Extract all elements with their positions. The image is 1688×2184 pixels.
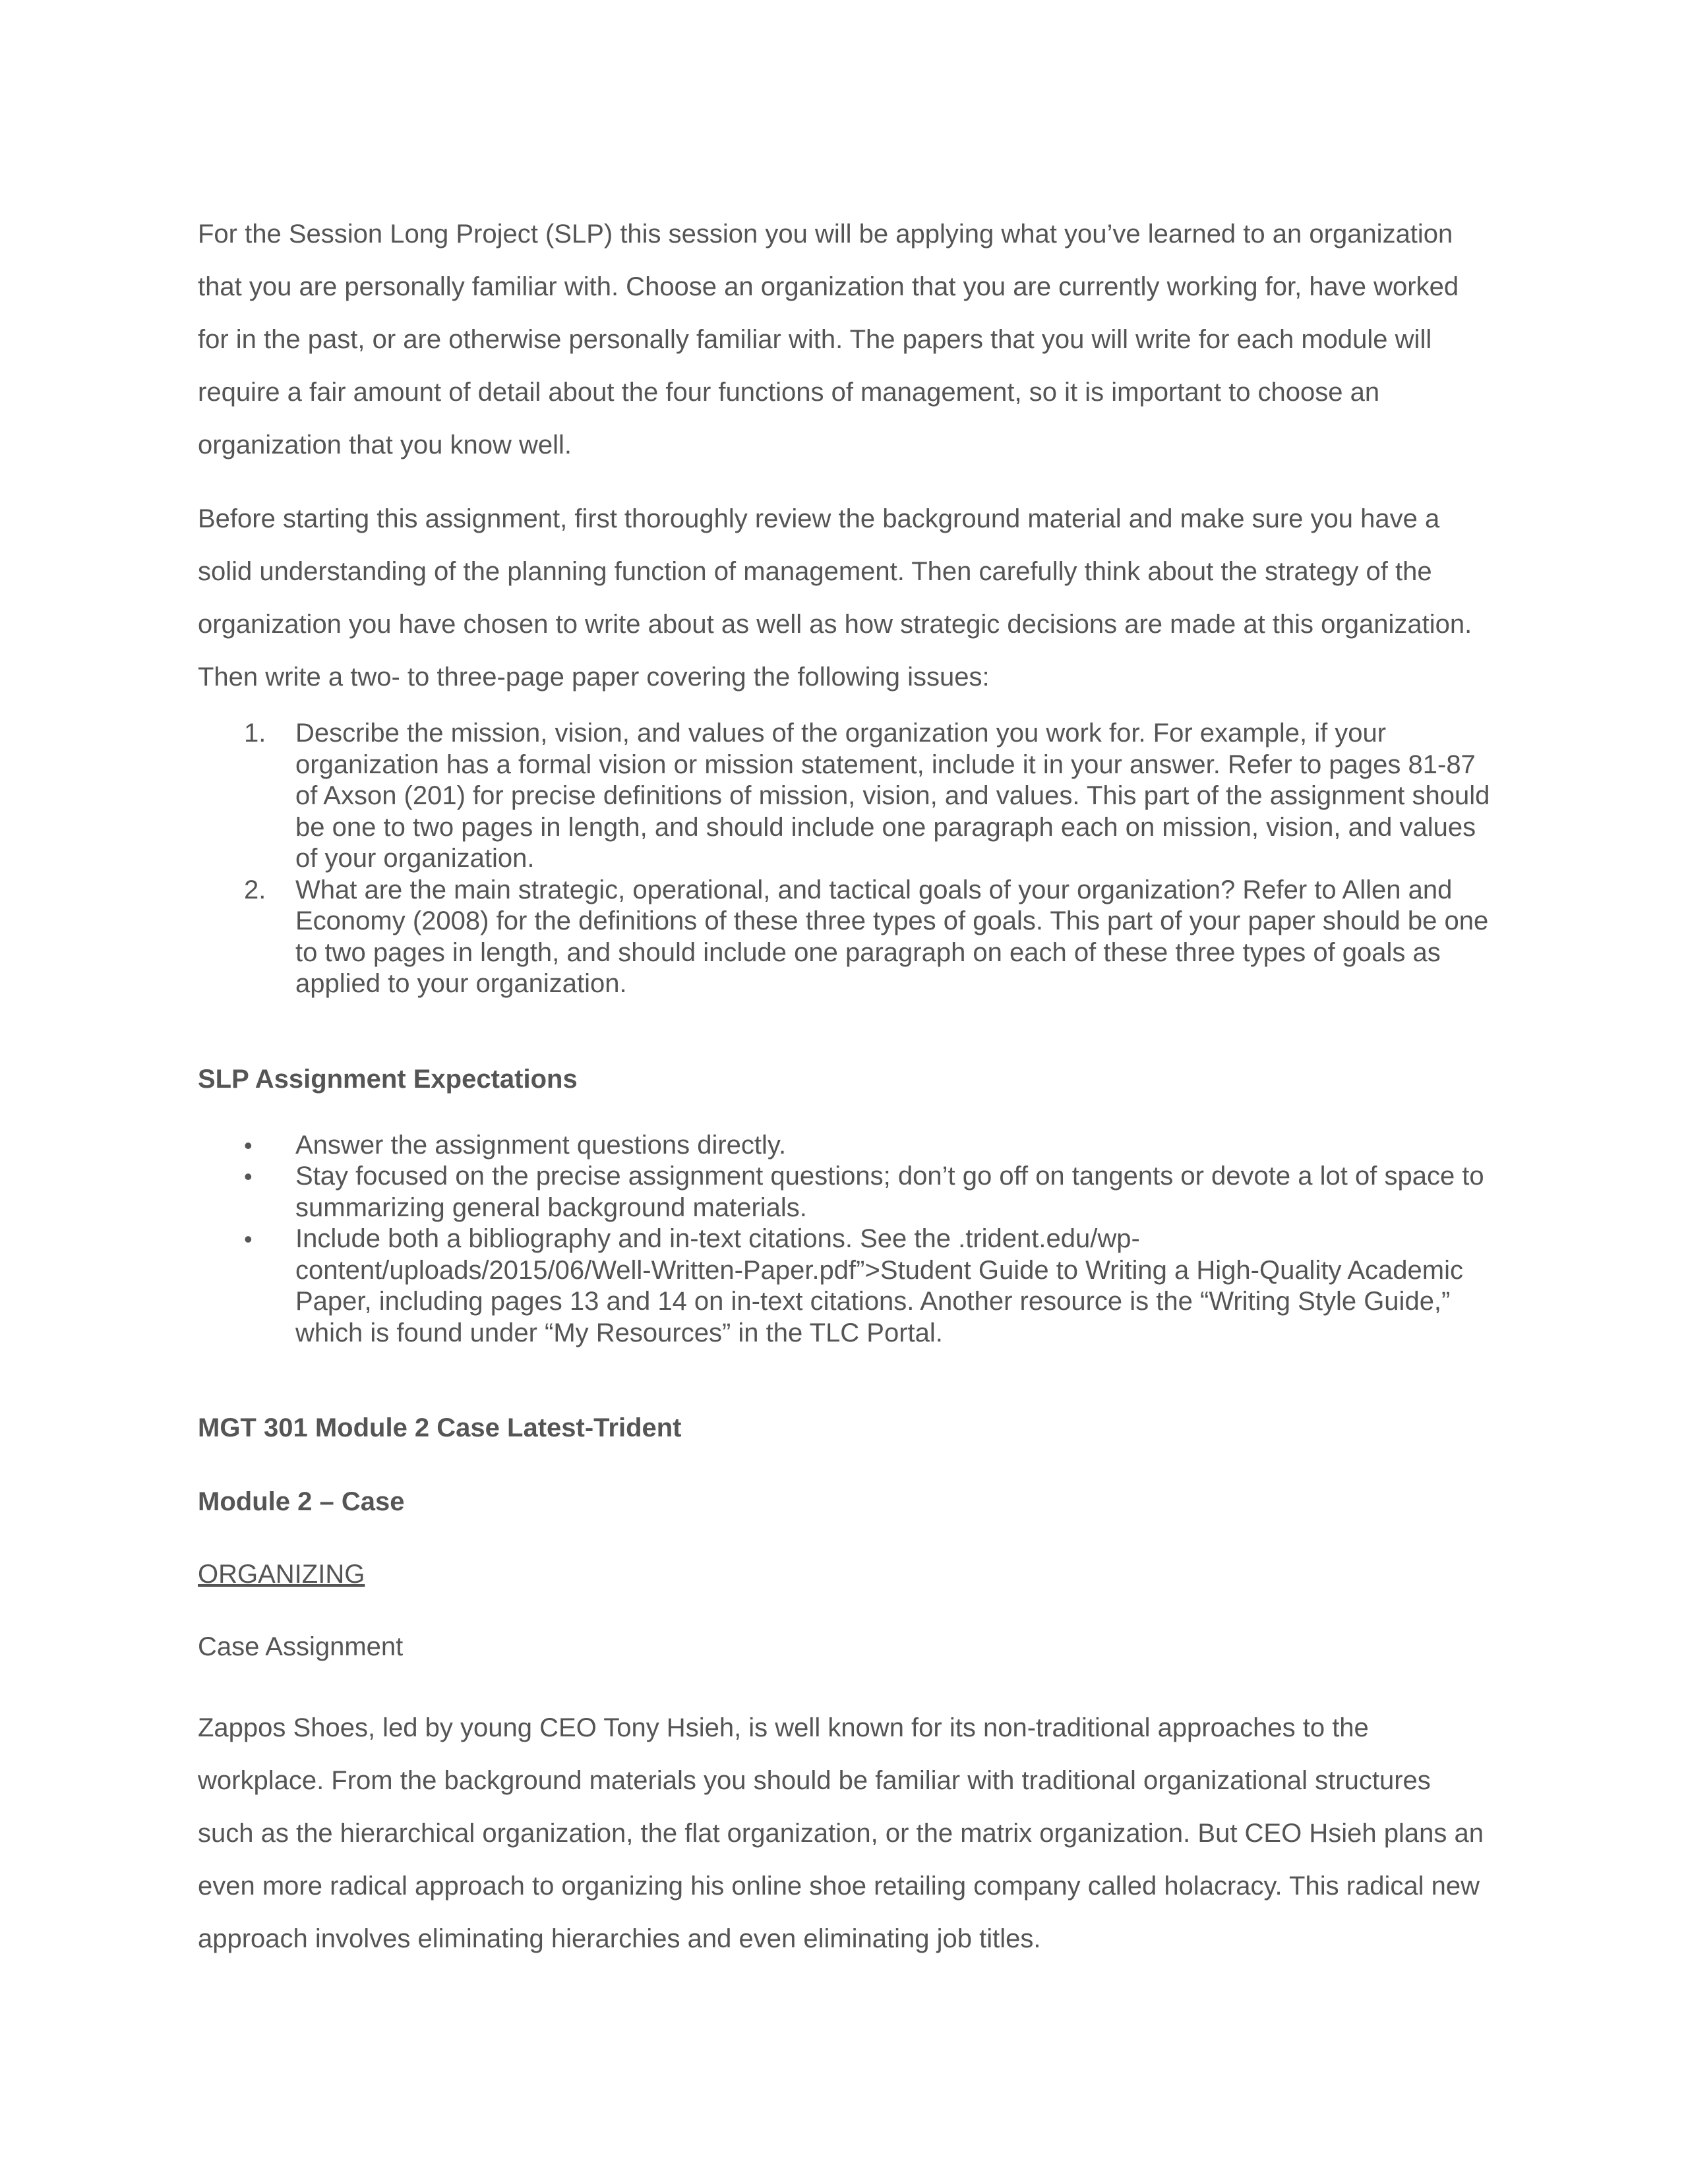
list-number: 2. xyxy=(244,875,266,904)
list-item xyxy=(198,1130,1490,1162)
list-item-text: Describe the mission, vision, and values of the organization you work for. For example, if your organization has a formal vision or mission statement, include it in your answer. Refer to pages 81-87 of Axson (201) for precise definitions of mission, vision, and values. This part of the assignment should be one to two pages in length, and should include one paragraph each on mission, vision, and values of your organization. xyxy=(295,719,1490,873)
list-item-text: Answer the assignment questions directly. xyxy=(295,1130,787,1160)
bullet-icon: • xyxy=(244,1225,253,1253)
document-page xyxy=(198,208,1490,1965)
list-item-text: What are the main strategic, operational, and tactical goals of your organization? Refer to Allen and Economy (2008) for the definitions of these three types of goals. This part of your paper should be one to two pages in length, and should include one paragraph on each of these three types of goals as applied to your organization. xyxy=(295,875,1489,998)
list-item-text: Include both a bibliography and in-text citations. See the .trident.edu/wp-content/uploads/2015/06/Well-Written-Paper.pdf”>Student Guide to Writing a High-Quality Academic Paper, including pages 13 and 14 on in-text citations. Another resource is the “Writing Style Guide,” which is found under “My Resources” in the TLC Portal. xyxy=(295,1224,1463,1347)
expectations-bullet-list xyxy=(198,1130,1490,1349)
case-title: MGT 301 Module 2 Case Latest-Trident xyxy=(198,1413,682,1442)
expectations-heading: SLP Assignment Expectations xyxy=(198,1064,578,1094)
case-body-paragraph: Zappos Shoes, led by young CEO Tony Hsieh, is well known for its non-traditional approaches to the workplace. From the background materials you should be familiar with traditional organizational structures such as the hierarchical organization, the flat organization, or the matrix organization. But CEO Hsieh plans an even more radical approach to organizing his online shoe retailing company called holacracy. This radical new approach involves eliminating hierarchies and even eliminating job titles. xyxy=(198,1713,1484,1953)
list-item xyxy=(198,1161,1490,1224)
module-heading: Module 2 – Case xyxy=(198,1487,405,1516)
numbered-issue-list xyxy=(198,718,1490,1000)
intro-paragraph-2: Before starting this assignment, first thoroughly review the background material and make sure you have a solid understanding of the planning function of management. Then carefully think about the strategy of the organization you have chosen to write about as well as how strategic decisions are made at this organization. Then write a two- to three-page paper covering the following issues: xyxy=(198,504,1472,692)
list-item xyxy=(198,718,1490,875)
list-item-text: Stay focused on the precise assignment questions; don’t go off on tangents or devote a lot of space to summarizing general background materials. xyxy=(295,1162,1484,1222)
list-item xyxy=(198,1224,1490,1349)
case-assignment-subheading: Case Assignment xyxy=(198,1632,404,1661)
bullet-icon: • xyxy=(244,1163,253,1190)
intro-paragraph-1: For the Session Long Project (SLP) this session you will be applying what you’ve learned to an organization that you are personally familiar with. Choose an organization that you are currently working for, have worked for in the past, or are otherwise personally familiar with. The papers that you will write for each module will require a fair amount of detail about the four functions of management, so it is important to choose an organization that you know well. xyxy=(198,220,1459,459)
bullet-icon: • xyxy=(244,1131,253,1159)
list-item xyxy=(198,875,1490,1000)
section-label: ORGANIZING xyxy=(198,1560,365,1589)
list-number: 1. xyxy=(244,719,266,748)
